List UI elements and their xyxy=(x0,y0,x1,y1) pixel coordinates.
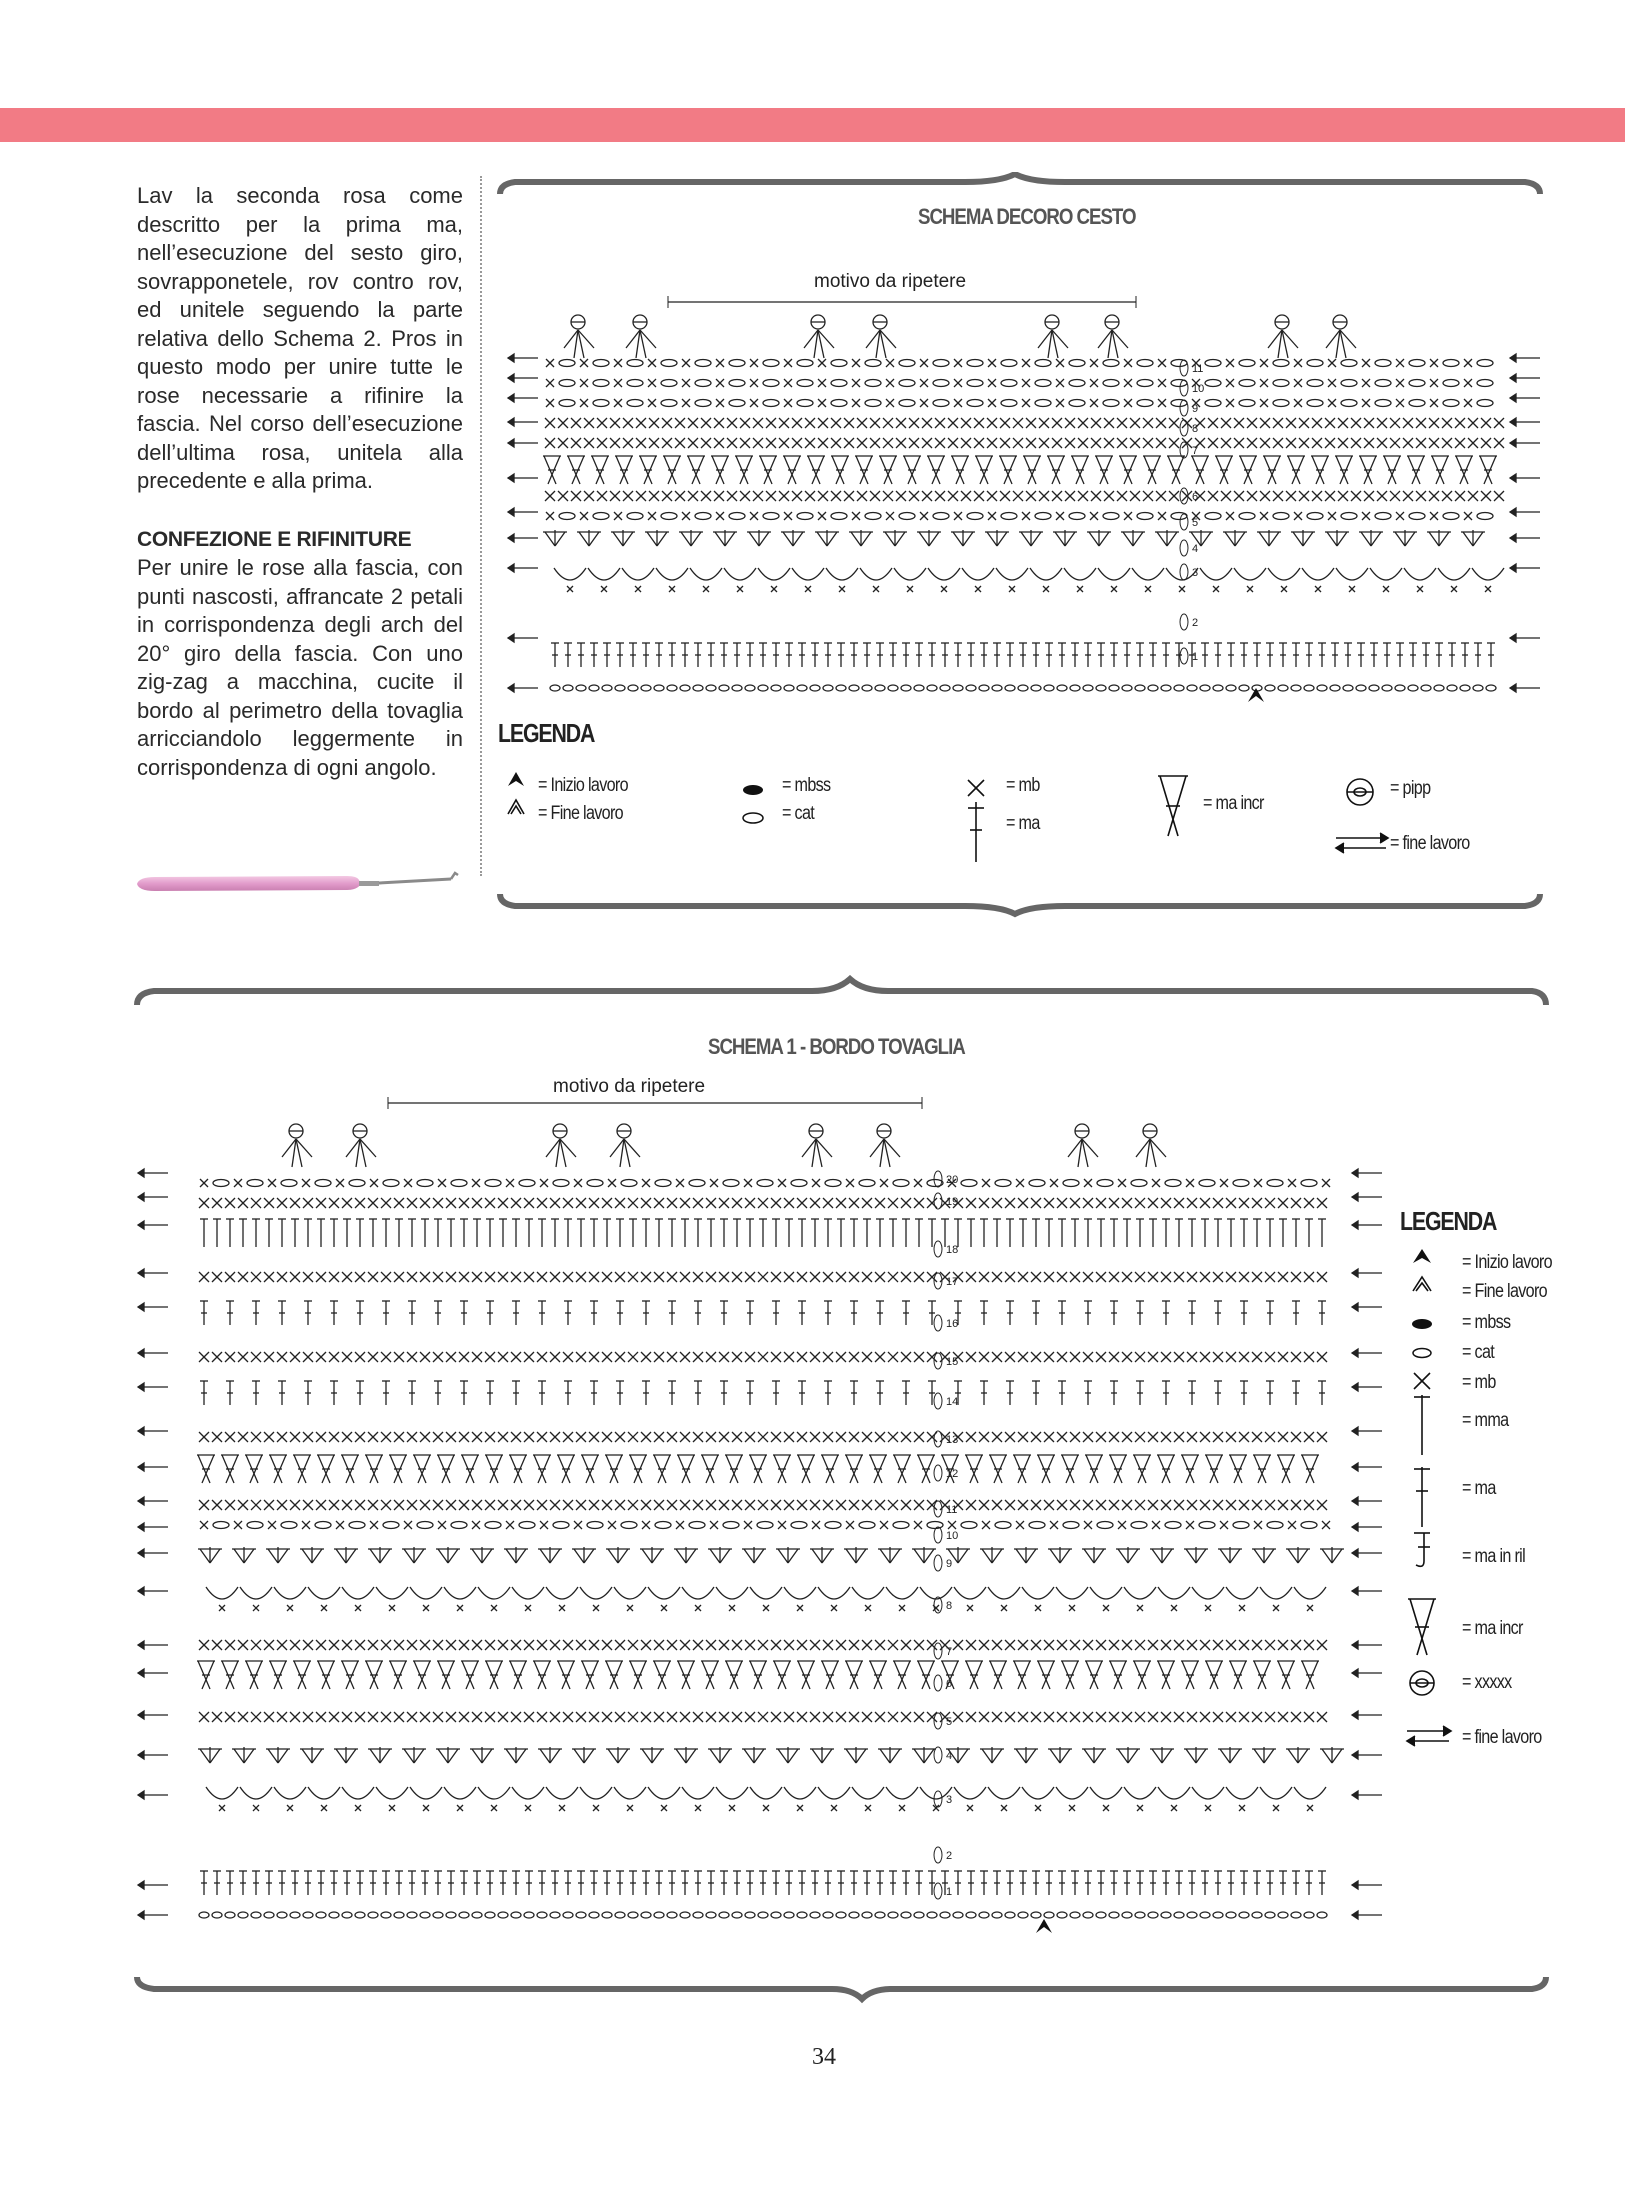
row-number: 4 xyxy=(1192,543,1199,555)
legend-mma: = mma xyxy=(1462,1410,1509,1431)
legend-inizio: = Inizio lavoro xyxy=(1462,1252,1552,1273)
schema-1-diagram xyxy=(132,1095,1392,1975)
row-number: 6 xyxy=(946,1678,953,1690)
row-number: 5 xyxy=(1192,517,1199,529)
stitch-row-x xyxy=(199,1198,1327,1208)
schema-1-legend-title: LEGENDA xyxy=(1400,1206,1497,1236)
legend-fine: = Fine lavoro xyxy=(1462,1281,1547,1302)
row-number: 14 xyxy=(946,1396,959,1408)
mbss-icon xyxy=(743,785,763,795)
legend-cat: = cat xyxy=(782,803,815,824)
stitch-row-x xyxy=(545,418,1504,428)
legend-fine-lavoro: = fine lavoro xyxy=(1462,1727,1542,1748)
row-number: 19 xyxy=(946,1196,959,1208)
top-accent-bar xyxy=(0,108,1625,142)
row-number: 12 xyxy=(946,1468,959,1480)
legend-xxxxx: = xxxxx xyxy=(1462,1672,1512,1693)
column-divider xyxy=(480,176,482,876)
stitch-row-x xyxy=(199,1352,1327,1362)
stitch-row-x xyxy=(199,1500,1327,1510)
stitch-row-x xyxy=(545,491,1504,501)
legend-fine: = Fine lavoro xyxy=(538,803,623,824)
row-number: 10 xyxy=(946,1530,959,1542)
legend-pipp: = pipp xyxy=(1390,778,1431,799)
stitch-row-ox xyxy=(200,1521,1330,1529)
cat-icon xyxy=(1413,1349,1431,1358)
mma-icon xyxy=(1414,1395,1430,1455)
stitch-row-arch xyxy=(206,1787,1326,1811)
stitch-row-arch xyxy=(206,1587,1326,1611)
text-column xyxy=(137,182,463,782)
stitch-row-ox xyxy=(546,399,1493,407)
stitch-row-ox xyxy=(546,379,1493,387)
schema-1-legend-symbols xyxy=(1405,1245,1455,1765)
schema-cesto-legend-title: LEGENDA xyxy=(498,718,595,748)
ma-in-ril-icon xyxy=(1414,1533,1430,1566)
row-number: 9 xyxy=(1192,403,1199,415)
ma-incr-icon xyxy=(1158,776,1188,836)
stitch-row-ma xyxy=(200,1871,1326,1895)
stitch-row-cross xyxy=(197,1661,1319,1689)
stitch-row-ox xyxy=(200,1179,1330,1187)
row-number: 1 xyxy=(1192,651,1199,663)
row-number: 15 xyxy=(946,1356,959,1368)
stitch-row-cross xyxy=(543,456,1497,484)
fine-icon xyxy=(1413,1277,1431,1291)
pipp-icon xyxy=(1347,779,1373,805)
schema-cesto-motivo-label: motivo da ripetere xyxy=(814,271,967,292)
mb-icon xyxy=(1414,1373,1430,1389)
row-number: 3 xyxy=(946,1794,953,1806)
fine-icon xyxy=(508,800,524,814)
fine-lavoro-arrows-icon xyxy=(1336,833,1388,853)
row-number: 11 xyxy=(1192,363,1204,375)
row-number: 2 xyxy=(946,1850,953,1862)
stitch-row-ma xyxy=(551,643,1495,667)
mbss-icon xyxy=(1412,1319,1432,1329)
stitch-row-mma xyxy=(200,1219,1326,1247)
stitch-row-x xyxy=(199,1712,1327,1722)
row-number: 13 xyxy=(946,1434,959,1446)
schema-cesto-diagram xyxy=(500,290,1550,720)
legend-ma-incr: = ma incr xyxy=(1203,793,1264,814)
picot-fans xyxy=(564,315,1356,358)
row-number: 16 xyxy=(946,1318,959,1330)
legend-mbss: = mbss xyxy=(782,775,831,796)
page-number: 34 xyxy=(812,2044,836,2070)
row-number: 5 xyxy=(946,1716,953,1728)
legend-cat: = cat xyxy=(1462,1342,1495,1363)
xxxxx-icon xyxy=(1410,1671,1434,1695)
row-number: 7 xyxy=(946,1646,953,1658)
schema-cesto-legend-symbols xyxy=(498,770,1498,870)
ma-incr-icon xyxy=(1408,1599,1436,1655)
row-number: 11 xyxy=(946,1504,958,1516)
stitch-row-arch xyxy=(554,568,1504,592)
stitch-row-x xyxy=(199,1432,1327,1442)
stitch-row-fan xyxy=(198,1747,1344,1763)
row-number: 2 xyxy=(1192,617,1199,629)
row-number: 3 xyxy=(1192,567,1199,579)
stitch-row-cross xyxy=(197,1455,1319,1483)
stitch-row-ma xyxy=(200,1301,1326,1325)
paragraph-2: Per unire le rose alla fascia, con punti nascosti, affrancate 2 petali in corrispondenza degli arch del 20° giro della fascia. Con uno zig-zag a macchina, cucite il bordo al perimetro della tovaglia arricciandolo leggermente in corrispondenza di ogni angolo. xyxy=(137,555,463,780)
schema-1-title: SCHEMA 1 - BORDO TOVAGLIA xyxy=(708,1034,965,1059)
mb-icon xyxy=(968,780,984,796)
row-number: 17 xyxy=(946,1276,959,1288)
legend-fine-lavoro: = fine lavoro xyxy=(1390,833,1470,854)
fine-lavoro-arrows-icon xyxy=(1407,1726,1451,1746)
stitch-row-ox xyxy=(546,512,1493,520)
stitch-row-o xyxy=(550,685,1496,691)
ma-icon xyxy=(968,802,984,862)
legend-mb: = mb xyxy=(1462,1372,1496,1393)
stitch-row-o xyxy=(199,1912,1327,1918)
inizio-icon xyxy=(1413,1249,1431,1263)
stitch-row-x xyxy=(199,1640,1327,1650)
row-number: 6 xyxy=(1192,491,1199,503)
row-number: 8 xyxy=(946,1600,953,1612)
schema-cesto-title: SCHEMA DECORO CESTO xyxy=(918,204,1136,229)
stitch-row-ma xyxy=(200,1381,1326,1405)
crochet-hook-image xyxy=(135,868,465,898)
row-number: 1 xyxy=(946,1886,953,1898)
legend-ma: = ma xyxy=(1462,1478,1496,1499)
stitch-row-ox xyxy=(546,359,1493,367)
row-number: 7 xyxy=(1192,445,1199,457)
picot-fans xyxy=(282,1124,1166,1167)
stitch-row-x xyxy=(545,438,1504,448)
row-numbers xyxy=(934,1171,958,1899)
start-marker xyxy=(1036,1919,1052,1933)
section-heading: CONFEZIONE E RIFINITURE xyxy=(137,527,412,551)
paragraph-1: Lav la seconda rosa come descritto per la prima ma, nell’esecuzione del sesto giro, sovrapponetele, rov contro rov, ed unitele seguendo la parte relativa dello Schema 2. Pros in questo modo per unire tutte le rose necessarie a rifinire la fascia. Nel corso dell’esecuzione dell’ultima rosa, unitela alla precedente e alla prima. xyxy=(137,183,463,493)
legend-inizio: = Inizio lavoro xyxy=(538,775,628,796)
cat-icon xyxy=(743,813,763,823)
inizio-icon xyxy=(508,772,524,786)
legend-ma-in-ril: = ma in ril xyxy=(1462,1546,1525,1567)
stitch-row-fan xyxy=(198,1547,1344,1563)
legend-mb: = mb xyxy=(1006,775,1040,796)
row-number: 18 xyxy=(946,1244,959,1256)
legend-ma-incr: = ma incr xyxy=(1462,1618,1523,1639)
row-number: 4 xyxy=(946,1750,953,1762)
stitch-row-x xyxy=(199,1272,1327,1282)
row-number: 10 xyxy=(1192,383,1205,395)
ma-icon xyxy=(1414,1467,1430,1527)
stitch-row-fan xyxy=(543,530,1485,546)
legend-mbss: = mbss xyxy=(1462,1312,1511,1333)
legend-ma: = ma xyxy=(1006,813,1040,834)
row-number: 8 xyxy=(1192,423,1199,435)
row-number: 20 xyxy=(946,1174,959,1186)
schema-1-motivo-label: motivo da ripetere xyxy=(553,1076,706,1097)
row-number: 9 xyxy=(946,1558,953,1570)
